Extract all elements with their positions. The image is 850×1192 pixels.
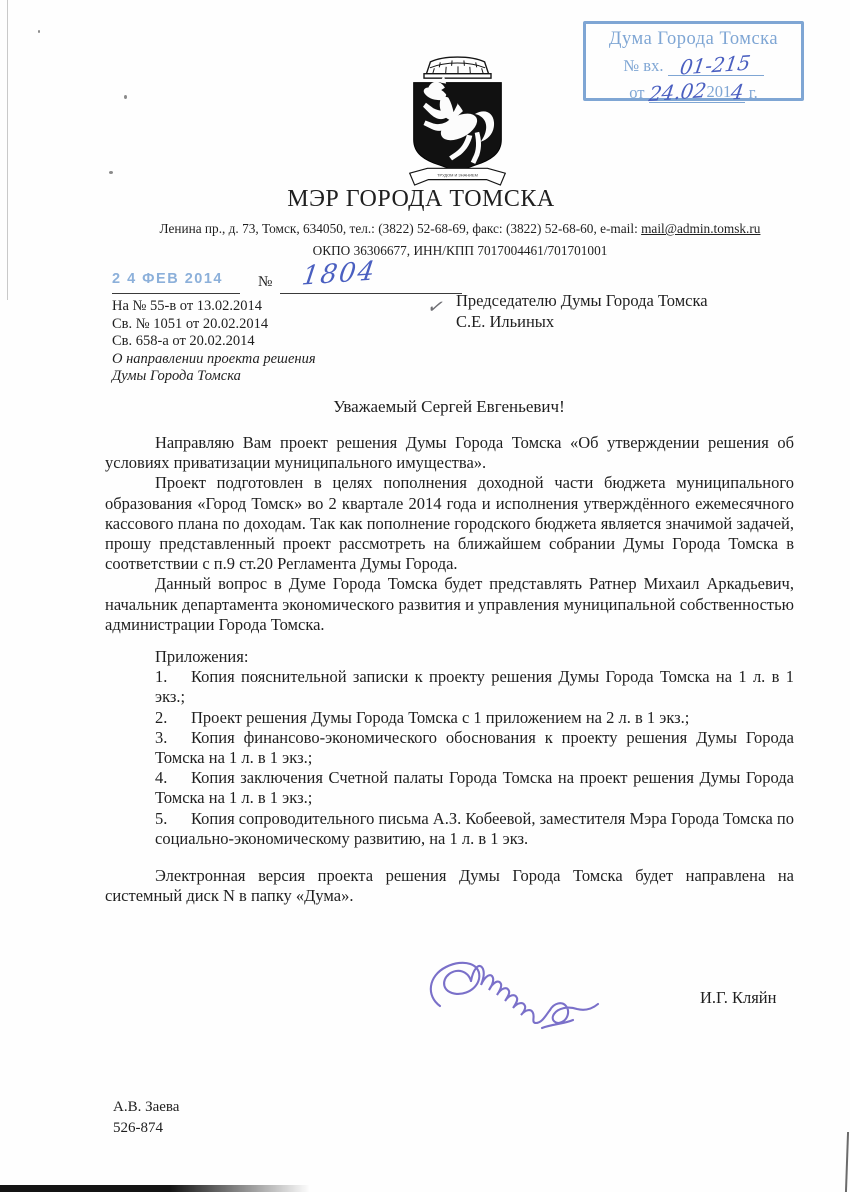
- registration-row: [112, 256, 472, 295]
- outgoing-number-field: [280, 256, 462, 294]
- scan-speck: [38, 30, 40, 33]
- attachment-number: 2.: [155, 707, 168, 727]
- subject-line: Думы Города Томска: [112, 368, 241, 384]
- body-paragraph: Проект подготовлен в целях пополнения доходной части бюджета муниципального образования «Город Томск» во 2 квартале 2014 года и исполнения утверждённого ежемесячного кассового плана по доходам. Так как пополнение городского бюджета является значимой задачей, прошу представленный проект рассмотреть на ближайшем собрании Думы Города Томска в соответствии с п.9 ст.20 Регламента Думы Города.: [105, 473, 794, 574]
- handwritten-date: 24.02: [647, 77, 709, 107]
- scan-edge-artifact: [7, 0, 8, 300]
- recipient-name: С.Е. Ильиных: [456, 312, 555, 331]
- stamp-date-line: [586, 77, 801, 107]
- stamp-date-label: от: [629, 83, 645, 102]
- attachment-text: Проект решения Думы Города Томска с 1 приложением на 2 л. в 1 экз.;: [191, 707, 690, 727]
- motto-ribbon: [410, 168, 506, 185]
- stamp-number-field: [668, 50, 764, 80]
- reference-lines: [112, 298, 472, 351]
- scan-speck: [109, 171, 113, 174]
- executor-block: [113, 1097, 179, 1139]
- attachment-item: [155, 708, 794, 728]
- attachments-title: Приложения:: [155, 647, 249, 667]
- attachment-text: Копия заключения Счетной палаты Города Томска на проект решения Думы Города Томска на 1 л. в 1 экз.;: [155, 768, 794, 808]
- outgoing-number-label: №: [258, 274, 273, 290]
- subject-line: О направлении проекта решения: [112, 350, 316, 367]
- attachment-text: Копия сопроводительного письма А.З. Кобеевой, заместителя Мэра Города Томска по социально-экономическому развитию, на 1 л. в 1 экз.: [155, 808, 794, 848]
- salutation: Уважаемый Сергей Евгеньевич!: [333, 397, 565, 416]
- executor-name: А.В. Заева: [113, 1099, 180, 1115]
- motto-text: ТРУДОМ И ЗНАНИЕМ: [437, 172, 478, 178]
- scan-edge-artifact: [845, 1132, 849, 1192]
- executor-phone: 526-874: [113, 1120, 163, 1136]
- handwritten-incoming-number: 01-215: [678, 50, 753, 80]
- registration-block: [112, 256, 472, 386]
- closing-paragraph: Электронная версия проекта решения Думы Города Томска будет направлена на системный диск N в папку «Дума».: [105, 866, 794, 906]
- handwritten-outgoing-number: 1804: [300, 256, 379, 292]
- attachment-item: [155, 667, 794, 707]
- stamp-organization-name: Дума Города Томска: [608, 29, 779, 49]
- email-link: mail@admin.tomsk.ru: [641, 221, 761, 236]
- scan-edge-artifact: [0, 1185, 310, 1192]
- recipient-block: [456, 290, 708, 332]
- attachment-number: 5.: [155, 808, 168, 828]
- stamp-date-field: [647, 77, 746, 107]
- tomsk-coat-of-arms-icon: [394, 55, 521, 188]
- attachment-number: 4.: [155, 768, 168, 788]
- attachment-item: [155, 768, 794, 808]
- stamp-incoming-number-line: [586, 50, 801, 80]
- letter-body: [105, 433, 794, 906]
- address-text: Ленина пр., д. 73, Томск, 634050, тел.: (3822) 52-68-69, факс: (3822) 52-68-60, e-mail:: [159, 221, 642, 236]
- recipient-position: Председателю Думы Города Томска: [456, 291, 708, 310]
- mural-crown-icon: [424, 57, 491, 78]
- letterhead-codes: ОКПО 36306677, ИНН/КПП 7017004461/701701001: [312, 243, 608, 258]
- reference-line: Св. 658-а от 20.02.2014: [112, 333, 255, 349]
- attachments-section: [155, 647, 794, 849]
- incoming-registration-stamp: [583, 21, 804, 107]
- body-paragraph: Направляю Вам проект решения Думы Города Томска «Об утверждении решения об условиях приватизации муниципального имущества».: [105, 433, 794, 473]
- signer-name: И.Г. Кляйн: [700, 988, 777, 1007]
- letterhead-title: МЭР ГОРОДА ТОМСКА: [287, 186, 555, 212]
- attachment-text: Копия финансово-экономического обоснования к проекту решения Думы Города Томска на 1 л. в 1 экз.;: [155, 727, 794, 768]
- reference-line: Св. № 1051 от 20.02.2014: [112, 315, 269, 332]
- outgoing-date-stamp: 2 4 ФЕВ 2014: [112, 271, 240, 294]
- stamp-printed-year: 201: [706, 82, 732, 101]
- handwritten-checkmark: ✓: [424, 296, 448, 319]
- body-paragraph: Данный вопрос в Думе Города Томска будет представлять Ратнер Михаил Аркадьевич, начальник департамента экономического развития и управления муниципальной собственностью администрации Города Томска.: [105, 574, 794, 634]
- reference-line: На № 55-в от 13.02.2014: [112, 298, 263, 314]
- letterhead-address: [70, 221, 850, 237]
- attachment-number: 3.: [155, 727, 168, 747]
- attachment-text: Копия пояснительной записки к проекту решения Думы Города Томска на 1 л. в 1 экз.;: [155, 667, 794, 707]
- stamp-year-suffix: г.: [748, 83, 758, 102]
- handwritten-signature: [420, 948, 670, 1038]
- handwritten-year-digit: 4: [729, 79, 746, 105]
- attachment-number: 1.: [155, 667, 168, 687]
- attachment-item: [155, 809, 794, 849]
- scan-speck: [124, 95, 127, 99]
- stamp-number-label: № вх.: [623, 56, 664, 75]
- attachment-item: [155, 728, 794, 768]
